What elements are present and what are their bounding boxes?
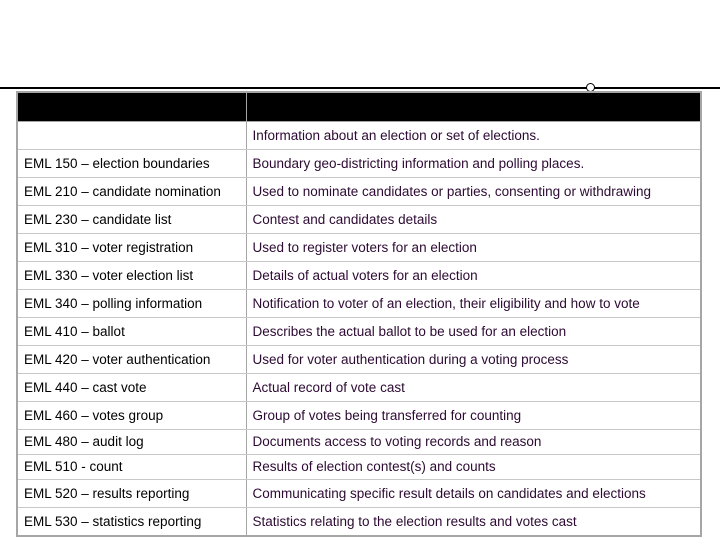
table-cell-description: Actual record of vote cast [246, 374, 701, 402]
eml-table-container [16, 91, 700, 537]
table-header-cell-code [17, 92, 246, 122]
table-row [17, 480, 701, 508]
table-row [17, 455, 701, 480]
table-cell-message-code: EML 510 - count [17, 455, 246, 480]
table-header-cell-description [246, 92, 701, 122]
table-cell-description: Used to nominate candidates or parties, consenting or withdrawing [246, 178, 701, 206]
table-cell-description: Statistics relating to the election results and votes cast [252, 513, 577, 529]
table-cell-message-code: EML 440 – cast vote [17, 374, 246, 402]
table-row [17, 318, 701, 346]
table-cell-description: Used to register voters for an election [246, 234, 701, 262]
table-cell-message-code: EML 410 – ballot [17, 318, 246, 346]
table-row [17, 178, 701, 206]
table-cell-message-code: EML 480 – audit log [17, 430, 246, 455]
table-row [17, 234, 701, 262]
table-cell-description: Describes the actual ballot to be used for an election [246, 318, 701, 346]
table-cell-message-code: EML 420 – voter authentication [17, 346, 246, 374]
table-row [17, 402, 701, 430]
table-header-row [17, 92, 701, 122]
table-body [17, 92, 701, 536]
table-cell-message-code: EML 530 – statistics reporting [17, 508, 246, 537]
table-cell-message-code: EML 520 – results reporting [17, 480, 246, 508]
table-cell-description: Results of election contest(s) and counts [246, 455, 701, 480]
table-cell-description: Contest and candidates details [246, 206, 701, 234]
table-cell-description: Boundary geo-districting information and polling places. [246, 150, 701, 178]
table-row [17, 206, 701, 234]
eml-message-table [16, 91, 702, 537]
table-cell-description: Information about an election or set of elections. [246, 122, 701, 150]
horizontal-rule [0, 87, 720, 89]
table-cell-message-code [17, 122, 246, 150]
table-cell-description: Group of votes being transferred for counting [246, 402, 701, 430]
table-cell-description: Communicating specific result details on candidates and elections [246, 480, 701, 508]
table-cell-description: Documents access to voting records and reason [246, 430, 701, 455]
table-row [17, 508, 701, 537]
table-cell-message-code: EML 210 – candidate nomination [17, 178, 246, 206]
table-cell-description: Notification to voter of an election, their eligibility and how to vote [246, 290, 701, 318]
table-cell-message-code: EML 150 – election boundaries [17, 150, 246, 178]
table-row [17, 262, 701, 290]
table-row [17, 374, 701, 402]
table-row [17, 290, 701, 318]
table-cell-message-code: EML 230 – candidate list [17, 206, 246, 234]
table-cell-message-code: EML 340 – polling information [17, 290, 246, 318]
table-row [17, 122, 701, 150]
table-row [17, 150, 701, 178]
table-row [17, 346, 701, 374]
table-cell-description: Used for voter authentication during a voting process [246, 346, 701, 374]
table-row [17, 430, 701, 455]
table-cell-description: Details of actual voters for an election [246, 262, 701, 290]
table-cell-message-code: EML 310 – voter registration [17, 234, 246, 262]
table-cell-message-code: EML 460 – votes group [17, 402, 246, 430]
table-cell-message-code: EML 330 – voter election list [17, 262, 246, 290]
